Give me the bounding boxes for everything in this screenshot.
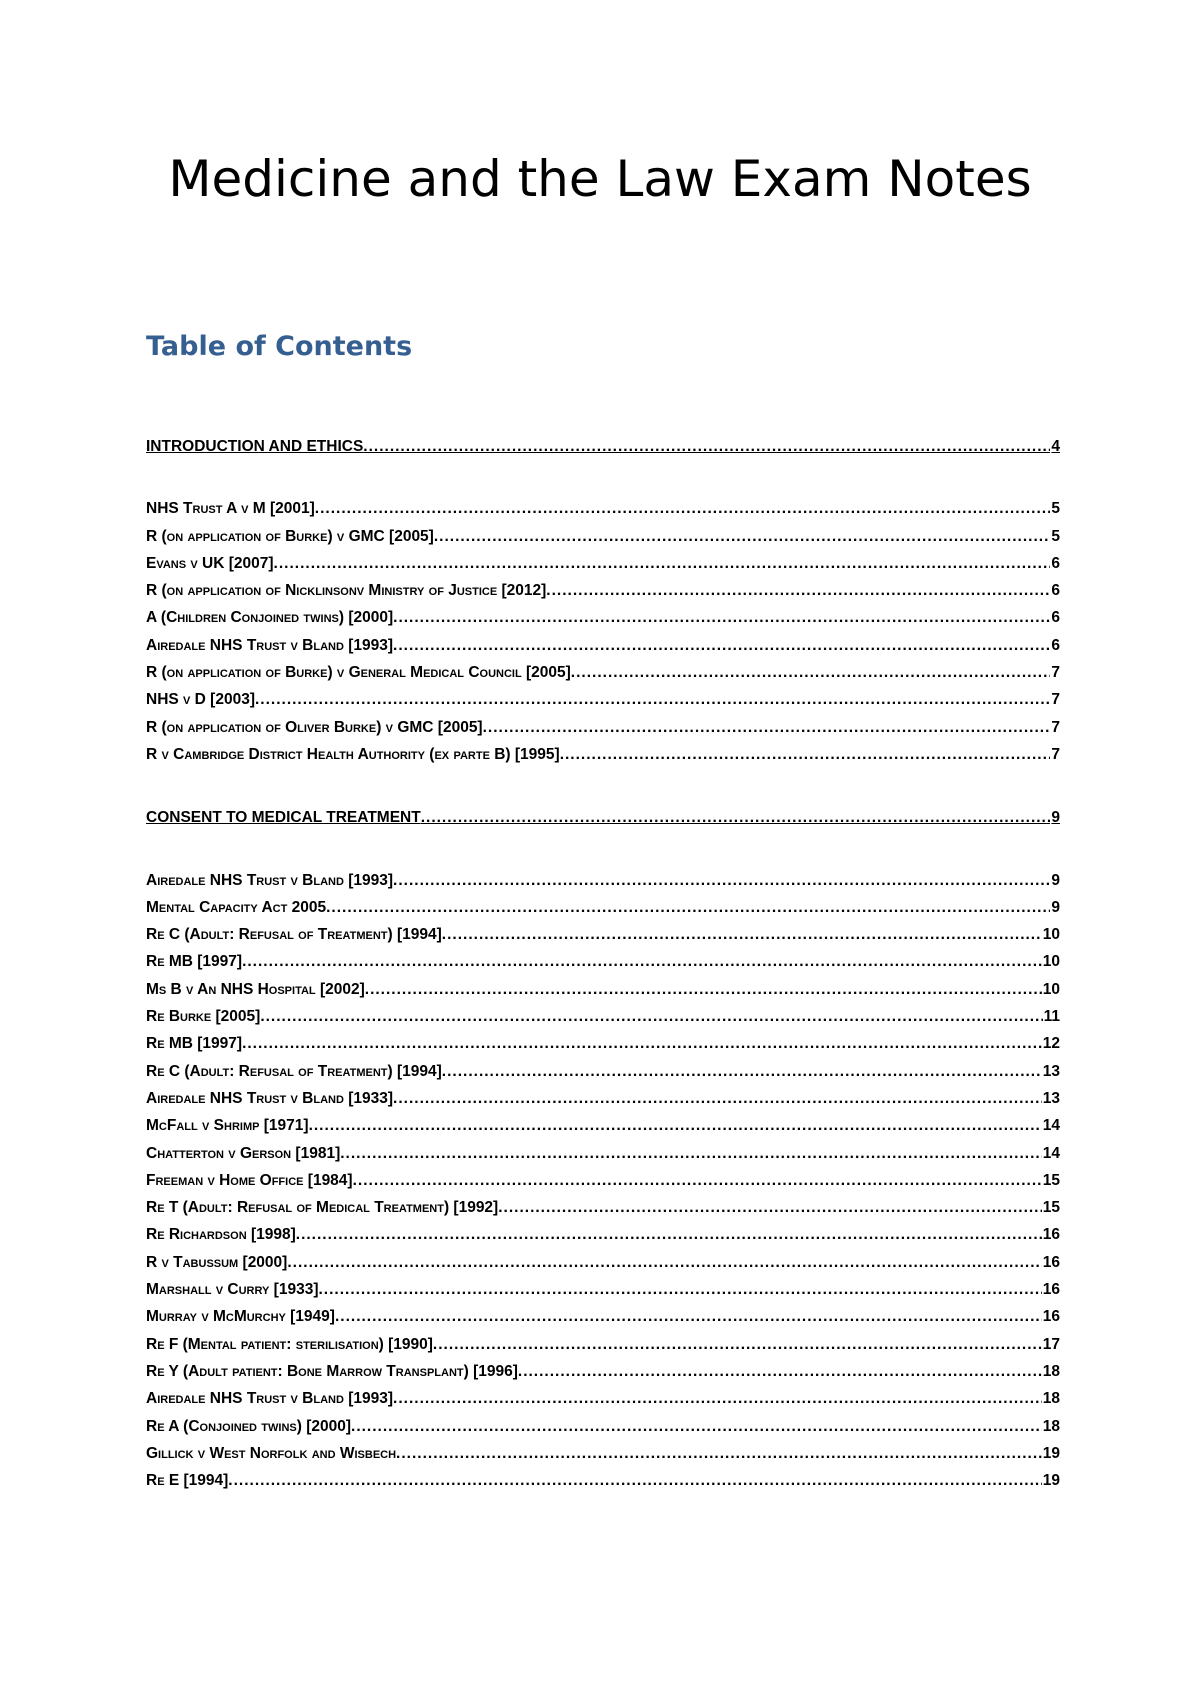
section-spacer	[146, 465, 1060, 500]
toc-dot-leader	[296, 1226, 1042, 1244]
toc-entry[interactable]	[146, 719, 1060, 746]
toc-entry[interactable]	[146, 582, 1060, 609]
toc-dot-leader	[434, 528, 1051, 546]
toc-page-number: 10	[1042, 926, 1060, 944]
toc-entry-label: Re Richardson [1998]	[146, 1226, 296, 1244]
toc-entry-label: Freeman v Home Office [1984]	[146, 1171, 353, 1189]
toc-entry-label: Chatterton v Gerson [1981]	[146, 1144, 341, 1162]
toc-entry[interactable]	[146, 872, 1060, 899]
toc-dot-leader	[353, 1172, 1042, 1190]
toc-dot-leader	[242, 953, 1042, 971]
toc-entry[interactable]	[146, 1063, 1060, 1090]
toc-page-number: 11	[1043, 1008, 1060, 1026]
toc-page-number: 9	[1051, 871, 1060, 889]
toc-page-number: 19	[1042, 1444, 1060, 1462]
table-of-contents	[146, 438, 1060, 1499]
toc-entry-label: Re C (Adult: Refusal of Treatment) [1994]	[146, 926, 442, 944]
toc-dot-leader	[546, 582, 1050, 600]
toc-entry-label: Re F (Mental patient: sterilisation) [1990]	[146, 1335, 433, 1353]
toc-page-number: 12	[1042, 1035, 1060, 1053]
toc-entry-label: Gillick v West Norfolk and Wisbech	[146, 1444, 397, 1462]
toc-dot-leader	[393, 872, 1050, 890]
toc-entry[interactable]	[146, 1145, 1060, 1172]
toc-entry[interactable]	[146, 746, 1060, 773]
toc-dot-leader	[442, 1063, 1042, 1081]
toc-entry[interactable]	[146, 637, 1060, 664]
toc-page-number: 6	[1051, 636, 1060, 654]
toc-entry-label: Mental Capacity Act 2005	[146, 898, 327, 916]
toc-page-number: 7	[1051, 691, 1060, 709]
toc-entry[interactable]	[146, 1281, 1060, 1308]
toc-dot-leader	[242, 1035, 1042, 1053]
toc-entry[interactable]	[146, 500, 1060, 527]
toc-section-consent-to-medical-treatment[interactable]	[146, 809, 1060, 836]
toc-entry[interactable]	[146, 1418, 1060, 1445]
toc-entry-label: A (Children Conjoined twins) [2000]	[146, 609, 394, 627]
toc-entry[interactable]	[146, 1308, 1060, 1335]
toc-entry[interactable]	[146, 691, 1060, 718]
toc-entry-label: Airedale NHS Trust v Bland [1993]	[146, 1390, 394, 1408]
toc-page-number: 16	[1042, 1226, 1060, 1244]
toc-entry-label: NHS Trust A v M [2001]	[146, 500, 315, 518]
toc-entry-label: R (on application of Burke) v GMC [2005]	[146, 527, 434, 545]
toc-dot-leader	[393, 609, 1050, 627]
toc-entry[interactable]	[146, 1445, 1060, 1472]
toc-dot-leader	[365, 981, 1042, 999]
toc-dot-leader	[260, 1008, 1042, 1026]
toc-dot-leader	[518, 1363, 1042, 1381]
toc-dot-leader	[560, 746, 1051, 764]
toc-entry-label: McFall v Shrimp [1971]	[146, 1117, 309, 1135]
toc-section-label: CONSENT TO MEDICAL TREATMENT	[146, 809, 421, 827]
section-spacer	[146, 837, 1060, 872]
toc-entry-label: Re C (Adult: Refusal of Treatment) [1994]	[146, 1062, 442, 1080]
toc-entry[interactable]	[146, 953, 1060, 980]
toc-entry[interactable]	[146, 528, 1060, 555]
toc-entry-label: R v Tabussum [2000]	[146, 1253, 288, 1271]
toc-entry[interactable]	[146, 1008, 1060, 1035]
toc-page-number: 14	[1042, 1117, 1060, 1135]
toc-entry[interactable]	[146, 1363, 1060, 1390]
toc-dot-leader	[571, 664, 1051, 682]
toc-dot-leader	[396, 1445, 1042, 1463]
toc-page-number: 6	[1051, 582, 1060, 600]
toc-dot-leader	[287, 1254, 1041, 1272]
toc-dot-leader	[340, 1145, 1042, 1163]
toc-page-number: 7	[1051, 718, 1060, 736]
toc-entry[interactable]	[146, 609, 1060, 636]
toc-dot-leader	[393, 1390, 1042, 1408]
toc-page-number: 18	[1042, 1390, 1060, 1408]
toc-entry-label: Airedale NHS Trust v Bland [1933]	[146, 1089, 394, 1107]
toc-heading: Table of Contents	[146, 331, 413, 362]
toc-entry[interactable]	[146, 1199, 1060, 1226]
toc-dot-leader	[363, 438, 1050, 456]
toc-dot-leader	[335, 1308, 1042, 1326]
toc-page-number: 14	[1042, 1144, 1060, 1162]
toc-page-number: 7	[1051, 745, 1060, 763]
toc-entry[interactable]	[146, 1472, 1060, 1499]
toc-entry[interactable]	[146, 1090, 1060, 1117]
toc-entry[interactable]	[146, 926, 1060, 953]
toc-entry-label: Ms B v An NHS Hospital [2002]	[146, 980, 365, 998]
toc-entry-label: R v Cambridge District Health Authority (ex parte B) [1995]	[146, 745, 560, 763]
toc-page-number: 13	[1042, 1062, 1060, 1080]
toc-entry[interactable]	[146, 1254, 1060, 1281]
document-title: Medicine and the Law Exam Notes	[168, 150, 1032, 208]
toc-entry-label: R (on application of Nicklinsonv Ministry of Justice [2012]	[146, 582, 547, 600]
toc-page-number: 16	[1042, 1281, 1060, 1299]
toc-entry-label: Marshall v Curry [1933]	[146, 1281, 319, 1299]
toc-page-number: 18	[1042, 1362, 1060, 1380]
toc-page-number: 9	[1051, 898, 1060, 916]
toc-entry[interactable]	[146, 1390, 1060, 1417]
toc-page-number: 5	[1051, 500, 1060, 518]
toc-entry[interactable]	[146, 899, 1060, 926]
toc-entry[interactable]	[146, 555, 1060, 582]
toc-entry-label: NHS v D [2003]	[146, 691, 255, 709]
toc-entry-label: Evans v UK [2007]	[146, 554, 274, 572]
toc-page-number: 6	[1051, 554, 1060, 572]
toc-entry-label: R (on application of Burke) v General Medical Council [2005]	[146, 664, 571, 682]
toc-dot-leader	[393, 637, 1050, 655]
section-spacer	[146, 773, 1060, 809]
toc-page-number: 6	[1051, 609, 1060, 627]
toc-dot-leader	[315, 500, 1051, 518]
toc-entry-label: Re Burke [2005]	[146, 1008, 261, 1026]
toc-dot-leader	[351, 1418, 1042, 1436]
toc-entry-label: Murray v McMurchy [1949]	[146, 1308, 335, 1326]
toc-dot-leader	[421, 809, 1051, 827]
toc-dot-leader	[318, 1281, 1041, 1299]
toc-page-number: 10	[1042, 980, 1060, 998]
toc-entry-label: Re MB [1997]	[146, 1035, 243, 1053]
toc-dot-leader	[393, 1090, 1042, 1108]
toc-entry-label: Re Y (Adult patient: Bone Marrow Transplant) [1996]	[146, 1362, 518, 1380]
toc-page-number: 9	[1051, 809, 1060, 827]
toc-entry[interactable]	[146, 1336, 1060, 1363]
toc-section-introduction-and-ethics[interactable]	[146, 438, 1060, 465]
toc-page-number: 7	[1051, 664, 1060, 682]
toc-entry-label: Re T (Adult: Refusal of Medical Treatment) [1992]	[146, 1199, 499, 1217]
toc-dot-leader	[498, 1199, 1042, 1217]
toc-page-number: 19	[1042, 1472, 1060, 1490]
toc-entry[interactable]	[146, 981, 1060, 1008]
toc-page-number: 16	[1042, 1308, 1060, 1326]
toc-dot-leader	[483, 719, 1051, 737]
toc-page-number: 4	[1051, 438, 1060, 455]
toc-page-number: 10	[1042, 953, 1060, 971]
toc-entry[interactable]	[146, 1035, 1060, 1062]
toc-page-number: 15	[1042, 1199, 1060, 1217]
toc-page-number: 16	[1042, 1253, 1060, 1271]
toc-entry[interactable]	[146, 1172, 1060, 1199]
toc-section-label: INTRODUCTION AND ETHICS	[146, 438, 364, 455]
toc-entry-label: Re MB [1997]	[146, 953, 243, 971]
toc-dot-leader	[274, 555, 1051, 573]
toc-entry-label: Airedale NHS Trust v Bland [1993]	[146, 871, 394, 889]
toc-entry-label: Re A (Conjoined twins) [2000]	[146, 1417, 352, 1435]
toc-entry-label: R (on application of Oliver Burke) v GMC [2005]	[146, 718, 483, 736]
toc-dot-leader	[326, 899, 1050, 917]
toc-page-number: 13	[1042, 1089, 1060, 1107]
toc-entry-label: Airedale NHS Trust v Bland [1993]	[146, 636, 394, 654]
toc-dot-leader	[255, 691, 1050, 709]
toc-page-number: 18	[1042, 1417, 1060, 1435]
toc-page-number: 5	[1051, 527, 1060, 545]
toc-dot-leader	[442, 926, 1042, 944]
toc-page-number: 15	[1042, 1171, 1060, 1189]
toc-dot-leader	[228, 1472, 1041, 1490]
toc-page-number: 17	[1042, 1335, 1060, 1353]
toc-dot-leader	[433, 1336, 1042, 1354]
toc-entry[interactable]	[146, 1226, 1060, 1253]
toc-entry[interactable]	[146, 1117, 1060, 1144]
toc-entry-label: Re E [1994]	[146, 1472, 229, 1490]
toc-entry[interactable]	[146, 664, 1060, 691]
toc-dot-leader	[309, 1117, 1042, 1135]
